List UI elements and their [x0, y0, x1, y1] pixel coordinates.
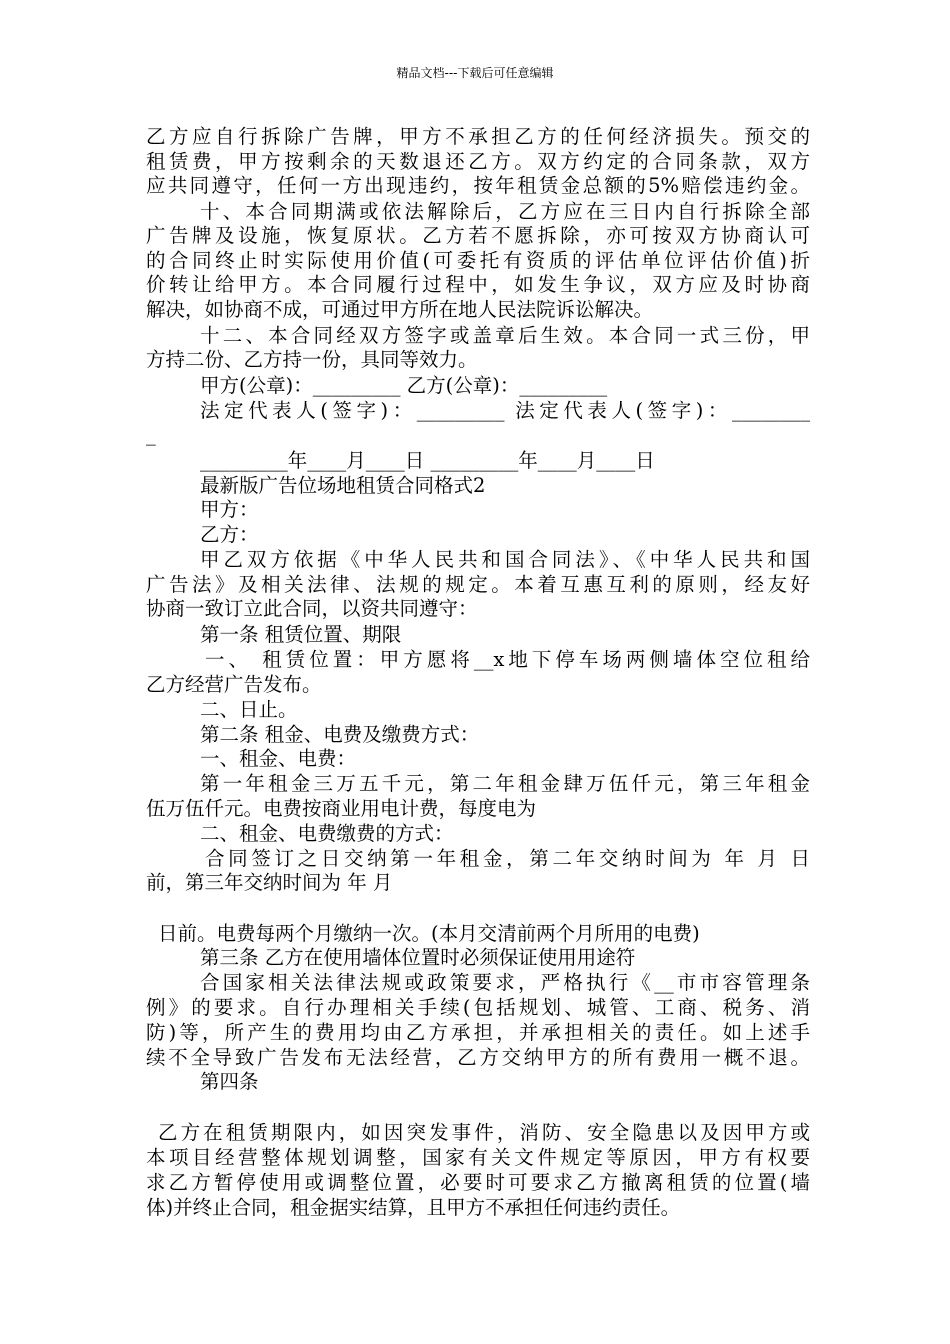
- article-heading: 第四条: [200, 1070, 259, 1093]
- page-header: 精品文档---下载后可任意编辑: [396, 66, 554, 80]
- text-line: _: [146, 423, 156, 446]
- text-line: 二、租金、电费缴费的方式：: [200, 822, 454, 845]
- text-line: 应共同遵守，任何一方出现违约，按年租赁金总额的5%赔偿违约金。: [146, 174, 810, 197]
- text-line: 防)等，所产生的费用均由乙方承担，并承担相关的责任。如上述手: [146, 1021, 810, 1044]
- text-line: 乙方在租赁期限内，如因突发事件，消防、安全隐患以及因甲方或: [158, 1121, 810, 1144]
- text-line: 协商一致订立此合同，以资共同遵守：: [146, 597, 478, 620]
- text-line: 十二、本合同经双方签字或盖章后生效。本合同一式三份，甲: [200, 324, 810, 347]
- text-line: 乙方应自行拆除广告牌，甲方不承担乙方的任何经济损失。预交的: [146, 125, 810, 148]
- section-title: 最新版广告位场地租赁合同格式2: [200, 474, 486, 497]
- text-line: 求乙方暂停使用或调整位置，必要时可要求乙方撤离租赁的位置(墙: [146, 1171, 810, 1194]
- text-line: 例》的要求。自行办理相关手续(包括规划、城管、工商、税务、消: [146, 996, 810, 1019]
- signature-line: 法定代表人(签字)：_________ 法定代表人(签字)：________: [200, 399, 810, 422]
- text-line: 一、 租赁位置：甲方愿将__x地下停车场两侧墙体空位租给: [205, 648, 810, 671]
- text-line: 乙方：: [200, 523, 259, 546]
- text-line: 甲方：: [200, 498, 259, 521]
- text-line: 乙方经营广告发布。: [146, 673, 322, 696]
- article-heading: 第一条 租赁位置、期限: [200, 623, 402, 646]
- text-line: 十、本合同期满或依法解除后，乙方应在三日内自行拆除全部: [200, 200, 810, 223]
- text-line: 合国家相关法律法规或政策要求，严格执行《__市市容管理条: [200, 971, 810, 994]
- text-line: 伍万伍仟元。电费按商业用电计费，每度电为: [146, 797, 537, 820]
- text-line: 方持二份、乙方持一份，具同等效力。: [146, 348, 478, 371]
- article-heading: 第三条 乙方在使用墙体位置时必须保证使用用途符: [200, 946, 636, 969]
- date-line: _________年____月____日 _________年____月____日: [200, 449, 655, 472]
- signature-line: 甲方(公章)：_________ 乙方(公章)：_________: [200, 374, 608, 397]
- text-line: 第一年租金三万五千元，第二年租金肆万伍仟元，第三年租金: [200, 772, 810, 795]
- article-heading: 第二条 租金、电费及缴费方式：: [200, 723, 480, 746]
- text-line: 价转让给甲方。本合同履行过程中，如发生争议，双方应及时协商: [146, 273, 810, 296]
- text-line: 一、租金、电费：: [200, 747, 357, 770]
- text-line: 解决，如协商不成，可通过甲方所在地人民法院诉讼解决。: [146, 298, 654, 321]
- text-line: 广告法》及相关法律、法规的规定。本着互惠互利的原则，经友好: [146, 573, 810, 596]
- text-line: 广告牌及设施，恢复原状。乙方若不愿拆除，亦可按双方协商认可: [146, 224, 810, 247]
- text-line: 甲乙双方依据《中华人民共和国合同法》、《中华人民共和国: [200, 548, 810, 571]
- text-line: 日前。电费每两个月缴纳一次。(本月交清前两个月所用的电费): [158, 922, 700, 945]
- text-line: 租赁费，甲方按剩余的天数退还乙方。双方约定的合同条款，双方: [146, 150, 810, 173]
- text-line: 本项目经营整体规划调整，国家有关文件规定等原因，甲方有权要: [146, 1146, 810, 1169]
- text-line: 的合同终止时实际使用价值(可委托有资质的评估单位评估价值)折: [146, 249, 810, 272]
- text-line: 前，第三年交纳时间为 年 月: [146, 871, 393, 894]
- text-line: 续不全导致广告发布无法经营，乙方交纳甲方的所有费用一概不退。: [146, 1046, 810, 1069]
- text-line: 合同签订之日交纳第一年租金，第二年交纳时间为 年 月 日: [205, 847, 810, 870]
- text-line: 体)并终止合同，租金据实结算，且甲方不承担任何违约责任。: [146, 1196, 681, 1219]
- text-line: 二、日止。: [200, 698, 298, 721]
